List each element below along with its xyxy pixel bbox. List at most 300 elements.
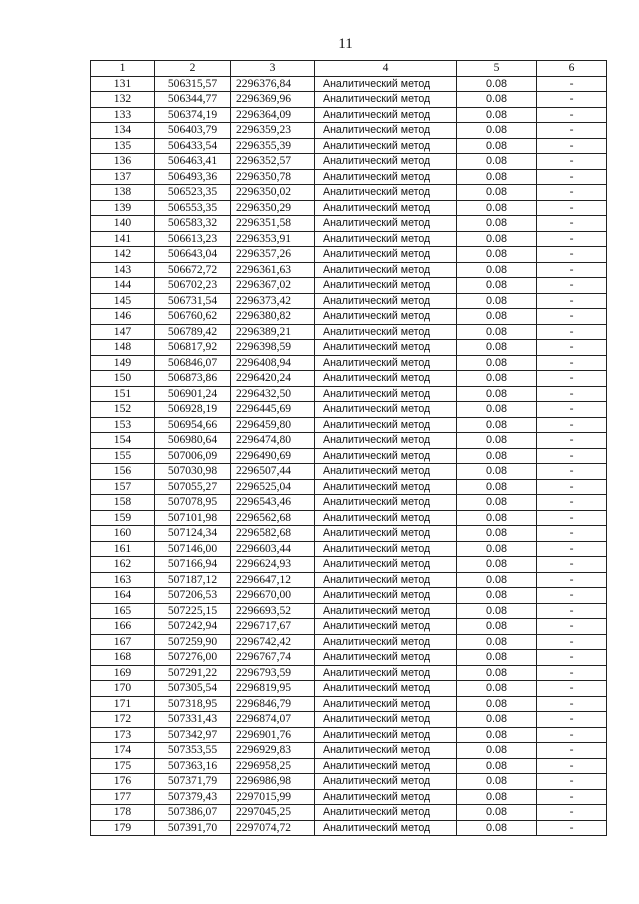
cell-note: - [537,123,607,139]
cell-coordinate-x: 507342,97 [155,727,231,743]
cell-note: - [537,603,607,619]
cell-coordinate-x: 506315,57 [155,76,231,92]
cell-point-number: 132 [91,92,155,108]
cell-point-number: 141 [91,231,155,247]
cell-accuracy: 0.08 [457,231,537,247]
table-row [91,820,607,836]
cell-note: - [537,588,607,604]
cell-accuracy: 0.08 [457,293,537,309]
cell-method: Аналитический метод [315,200,457,216]
column-header: 1 [91,61,155,77]
cell-coordinate-x: 506760,62 [155,309,231,325]
cell-point-number: 145 [91,293,155,309]
table-row [91,138,607,154]
table-row [91,92,607,108]
cell-note: - [537,495,607,511]
cell-method: Аналитический метод [315,495,457,511]
cell-accuracy: 0.08 [457,526,537,542]
cell-method: Аналитический метод [315,650,457,666]
cell-method: Аналитический метод [315,340,457,356]
table-row [91,727,607,743]
cell-accuracy: 0.08 [457,541,537,557]
cell-coordinate-x: 506672,72 [155,262,231,278]
cell-coordinate-y: 2296373,42 [231,293,315,309]
cell-method: Аналитический метод [315,510,457,526]
cell-coordinate-x: 507101,98 [155,510,231,526]
cell-note: - [537,789,607,805]
cell-method: Аналитический метод [315,557,457,573]
cell-accuracy: 0.08 [457,727,537,743]
cell-method: Аналитический метод [315,92,457,108]
cell-note: - [537,386,607,402]
table-row [91,758,607,774]
cell-point-number: 148 [91,340,155,356]
cell-coordinate-x: 506523,35 [155,185,231,201]
table-row [91,572,607,588]
cell-note: - [537,805,607,821]
table-row [91,402,607,418]
cell-accuracy: 0.08 [457,169,537,185]
cell-note: - [537,634,607,650]
cell-coordinate-y: 2296376,84 [231,76,315,92]
cell-method: Аналитический метод [315,789,457,805]
cell-coordinate-x: 506873,86 [155,371,231,387]
cell-coordinate-y: 2296507,44 [231,464,315,480]
table-row [91,433,607,449]
cell-accuracy: 0.08 [457,138,537,154]
cell-coordinate-x: 506702,23 [155,278,231,294]
table-row [91,154,607,170]
cell-coordinate-y: 2296624,93 [231,557,315,573]
cell-coordinate-y: 2296582,68 [231,526,315,542]
cell-point-number: 163 [91,572,155,588]
cell-coordinate-y: 2296647,12 [231,572,315,588]
cell-coordinate-y: 2296389,21 [231,324,315,340]
cell-note: - [537,696,607,712]
cell-coordinate-y: 2296525,04 [231,479,315,495]
cell-coordinate-x: 506846,07 [155,355,231,371]
table-row [91,293,607,309]
cell-coordinate-y: 2296742,42 [231,634,315,650]
cell-method: Аналитический метод [315,138,457,154]
cell-note: - [537,247,607,263]
table-row [91,324,607,340]
cell-accuracy: 0.08 [457,216,537,232]
cell-accuracy: 0.08 [457,789,537,805]
cell-point-number: 135 [91,138,155,154]
cell-accuracy: 0.08 [457,634,537,650]
table-row [91,231,607,247]
cell-point-number: 152 [91,402,155,418]
cell-point-number: 165 [91,603,155,619]
cell-coordinate-y: 2296874,07 [231,712,315,728]
cell-coordinate-x: 507055,27 [155,479,231,495]
column-header: 2 [155,61,231,77]
cell-method: Аналитический метод [315,634,457,650]
cell-note: - [537,743,607,759]
cell-point-number: 177 [91,789,155,805]
cell-note: - [537,169,607,185]
cell-accuracy: 0.08 [457,324,537,340]
cell-coordinate-x: 507386,07 [155,805,231,821]
cell-accuracy: 0.08 [457,650,537,666]
cell-coordinate-y: 2297074,72 [231,820,315,836]
cell-note: - [537,355,607,371]
cell-coordinate-x: 506433,54 [155,138,231,154]
cell-accuracy: 0.08 [457,619,537,635]
cell-point-number: 137 [91,169,155,185]
cell-coordinate-x: 507331,43 [155,712,231,728]
cell-method: Аналитический метод [315,805,457,821]
table-row [91,665,607,681]
cell-point-number: 157 [91,479,155,495]
cell-coordinate-y: 2297015,99 [231,789,315,805]
cell-method: Аналитический метод [315,464,457,480]
cell-method: Аналитический метод [315,402,457,418]
cell-coordinate-x: 506954,66 [155,417,231,433]
cell-coordinate-y: 2296490,69 [231,448,315,464]
cell-note: - [537,371,607,387]
cell-method: Аналитический метод [315,123,457,139]
cell-coordinate-x: 507242,94 [155,619,231,635]
table-row [91,76,607,92]
cell-point-number: 169 [91,665,155,681]
cell-accuracy: 0.08 [457,774,537,790]
column-header: 5 [457,61,537,77]
cell-accuracy: 0.08 [457,712,537,728]
cell-point-number: 171 [91,696,155,712]
column-header: 4 [315,61,457,77]
cell-method: Аналитический метод [315,309,457,325]
column-header: 3 [231,61,315,77]
cell-method: Аналитический метод [315,820,457,836]
cell-coordinate-y: 2296351,58 [231,216,315,232]
cell-coordinate-y: 2296369,96 [231,92,315,108]
table-row [91,479,607,495]
cell-point-number: 146 [91,309,155,325]
cell-coordinate-y: 2296364,09 [231,107,315,123]
cell-accuracy: 0.08 [457,355,537,371]
cell-coordinate-y: 2296958,25 [231,758,315,774]
table-row [91,371,607,387]
cell-note: - [537,340,607,356]
cell-coordinate-y: 2296398,59 [231,340,315,356]
cell-coordinate-y: 2296355,39 [231,138,315,154]
cell-coordinate-y: 2296359,23 [231,123,315,139]
cell-accuracy: 0.08 [457,309,537,325]
cell-method: Аналитический метод [315,619,457,635]
cell-accuracy: 0.08 [457,417,537,433]
table-row [91,123,607,139]
cell-point-number: 175 [91,758,155,774]
cell-coordinate-x: 506980,64 [155,433,231,449]
cell-note: - [537,200,607,216]
cell-coordinate-x: 507187,12 [155,572,231,588]
cell-coordinate-y: 2296717,67 [231,619,315,635]
cell-coordinate-y: 2296986,98 [231,774,315,790]
table-row [91,464,607,480]
cell-coordinate-x: 506403,79 [155,123,231,139]
cell-point-number: 151 [91,386,155,402]
cell-note: - [537,541,607,557]
cell-point-number: 140 [91,216,155,232]
cell-note: - [537,510,607,526]
cell-note: - [537,479,607,495]
cell-accuracy: 0.08 [457,805,537,821]
cell-coordinate-y: 2296352,57 [231,154,315,170]
cell-coordinate-x: 507259,90 [155,634,231,650]
cell-coordinate-y: 2297045,25 [231,805,315,821]
cell-coordinate-x: 506613,23 [155,231,231,247]
cell-note: - [537,464,607,480]
cell-coordinate-x: 507124,34 [155,526,231,542]
coordinates-table [90,60,607,836]
table-row [91,650,607,666]
table-row [91,681,607,697]
cell-point-number: 138 [91,185,155,201]
table-row [91,169,607,185]
cell-method: Аналитический метод [315,526,457,542]
cell-coordinate-y: 2296819,95 [231,681,315,697]
cell-note: - [537,650,607,666]
table-row [91,789,607,805]
table-row [91,185,607,201]
table-row [91,634,607,650]
cell-note: - [537,324,607,340]
cell-coordinate-x: 507166,94 [155,557,231,573]
cell-note: - [537,76,607,92]
cell-note: - [537,433,607,449]
cell-coordinate-x: 507318,95 [155,696,231,712]
cell-coordinate-y: 2296543,46 [231,495,315,511]
cell-accuracy: 0.08 [457,696,537,712]
cell-method: Аналитический метод [315,603,457,619]
page-number: 11 [338,36,353,52]
cell-method: Аналитический метод [315,169,457,185]
cell-coordinate-y: 2296350,29 [231,200,315,216]
table-row [91,448,607,464]
cell-point-number: 147 [91,324,155,340]
cell-note: - [537,293,607,309]
cell-coordinate-x: 507006,09 [155,448,231,464]
cell-method: Аналитический метод [315,324,457,340]
cell-accuracy: 0.08 [457,665,537,681]
cell-accuracy: 0.08 [457,495,537,511]
cell-point-number: 160 [91,526,155,542]
cell-accuracy: 0.08 [457,154,537,170]
table-row [91,107,607,123]
cell-accuracy: 0.08 [457,278,537,294]
cell-coordinate-x: 507353,55 [155,743,231,759]
cell-method: Аналитический метод [315,588,457,604]
table-row [91,510,607,526]
cell-point-number: 156 [91,464,155,480]
cell-method: Аналитический метод [315,216,457,232]
cell-point-number: 158 [91,495,155,511]
cell-note: - [537,665,607,681]
cell-accuracy: 0.08 [457,247,537,263]
cell-note: - [537,92,607,108]
cell-coordinate-x: 507225,15 [155,603,231,619]
cell-method: Аналитический метод [315,541,457,557]
cell-method: Аналитический метод [315,433,457,449]
cell-note: - [537,138,607,154]
table-row [91,247,607,263]
table-row [91,278,607,294]
cell-note: - [537,758,607,774]
table-row [91,262,607,278]
cell-method: Аналитический метод [315,154,457,170]
cell-coordinate-y: 2296474,80 [231,433,315,449]
cell-method: Аналитический метод [315,262,457,278]
cell-note: - [537,309,607,325]
cell-note: - [537,820,607,836]
table-row [91,200,607,216]
cell-point-number: 173 [91,727,155,743]
cell-coordinate-x: 507391,70 [155,820,231,836]
cell-note: - [537,107,607,123]
cell-accuracy: 0.08 [457,448,537,464]
cell-coordinate-y: 2296767,74 [231,650,315,666]
cell-method: Аналитический метод [315,386,457,402]
cell-note: - [537,231,607,247]
cell-note: - [537,774,607,790]
cell-method: Аналитический метод [315,107,457,123]
cell-point-number: 167 [91,634,155,650]
cell-coordinate-x: 507078,95 [155,495,231,511]
table-header [91,61,607,77]
cell-accuracy: 0.08 [457,681,537,697]
cell-note: - [537,417,607,433]
cell-point-number: 134 [91,123,155,139]
table-row [91,557,607,573]
cell-point-number: 142 [91,247,155,263]
cell-coordinate-x: 506344,77 [155,92,231,108]
cell-note: - [537,402,607,418]
cell-point-number: 153 [91,417,155,433]
cell-coordinate-x: 506817,92 [155,340,231,356]
cell-method: Аналитический метод [315,665,457,681]
cell-note: - [537,154,607,170]
cell-note: - [537,448,607,464]
table-row [91,696,607,712]
cell-point-number: 166 [91,619,155,635]
cell-accuracy: 0.08 [457,76,537,92]
cell-method: Аналитический метод [315,355,457,371]
cell-method: Аналитический метод [315,76,457,92]
cell-method: Аналитический метод [315,247,457,263]
cell-coordinate-x: 506901,24 [155,386,231,402]
cell-coordinate-x: 507030,98 [155,464,231,480]
cell-accuracy: 0.08 [457,262,537,278]
cell-coordinate-y: 2296562,68 [231,510,315,526]
cell-coordinate-x: 507379,43 [155,789,231,805]
cell-coordinate-x: 507206,53 [155,588,231,604]
cell-accuracy: 0.08 [457,603,537,619]
cell-point-number: 176 [91,774,155,790]
table-body [91,76,607,836]
cell-coordinate-y: 2296459,80 [231,417,315,433]
cell-coordinate-y: 2296353,91 [231,231,315,247]
cell-coordinate-y: 2296350,02 [231,185,315,201]
cell-accuracy: 0.08 [457,572,537,588]
cell-coordinate-y: 2296793,59 [231,665,315,681]
cell-method: Аналитический метод [315,572,457,588]
table-row [91,355,607,371]
table-row [91,417,607,433]
cell-accuracy: 0.08 [457,123,537,139]
cell-method: Аналитический метод [315,712,457,728]
cell-method: Аналитический метод [315,696,457,712]
table-row [91,495,607,511]
cell-note: - [537,262,607,278]
cell-accuracy: 0.08 [457,433,537,449]
cell-accuracy: 0.08 [457,588,537,604]
cell-point-number: 168 [91,650,155,666]
cell-accuracy: 0.08 [457,371,537,387]
cell-note: - [537,572,607,588]
table-row [91,743,607,759]
cell-coordinate-y: 2296670,00 [231,588,315,604]
cell-method: Аналитический метод [315,743,457,759]
cell-point-number: 150 [91,371,155,387]
cell-coordinate-y: 2296603,44 [231,541,315,557]
cell-coordinate-x: 506731,54 [155,293,231,309]
cell-coordinate-y: 2296380,82 [231,309,315,325]
table-row [91,805,607,821]
cell-point-number: 143 [91,262,155,278]
cell-method: Аналитический метод [315,185,457,201]
cell-method: Аналитический метод [315,681,457,697]
cell-coordinate-y: 2296357,26 [231,247,315,263]
cell-coordinate-y: 2296408,94 [231,355,315,371]
cell-point-number: 174 [91,743,155,759]
cell-point-number: 178 [91,805,155,821]
cell-accuracy: 0.08 [457,386,537,402]
cell-accuracy: 0.08 [457,510,537,526]
header-row [91,61,607,77]
cell-point-number: 164 [91,588,155,604]
cell-point-number: 172 [91,712,155,728]
cell-point-number: 162 [91,557,155,573]
cell-accuracy: 0.08 [457,107,537,123]
table-row [91,588,607,604]
cell-point-number: 139 [91,200,155,216]
cell-accuracy: 0.08 [457,200,537,216]
cell-accuracy: 0.08 [457,479,537,495]
cell-note: - [537,619,607,635]
cell-accuracy: 0.08 [457,758,537,774]
cell-coordinate-x: 506374,19 [155,107,231,123]
cell-coordinate-y: 2296445,69 [231,402,315,418]
cell-point-number: 161 [91,541,155,557]
cell-point-number: 154 [91,433,155,449]
cell-note: - [537,216,607,232]
column-header: 6 [537,61,607,77]
cell-method: Аналитический метод [315,727,457,743]
cell-coordinate-y: 2296929,83 [231,743,315,759]
cell-method: Аналитический метод [315,774,457,790]
cell-note: - [537,712,607,728]
table-row [91,526,607,542]
cell-method: Аналитический метод [315,293,457,309]
cell-accuracy: 0.08 [457,185,537,201]
cell-coordinate-x: 507371,79 [155,774,231,790]
cell-note: - [537,727,607,743]
cell-accuracy: 0.08 [457,402,537,418]
cell-point-number: 144 [91,278,155,294]
cell-point-number: 179 [91,820,155,836]
